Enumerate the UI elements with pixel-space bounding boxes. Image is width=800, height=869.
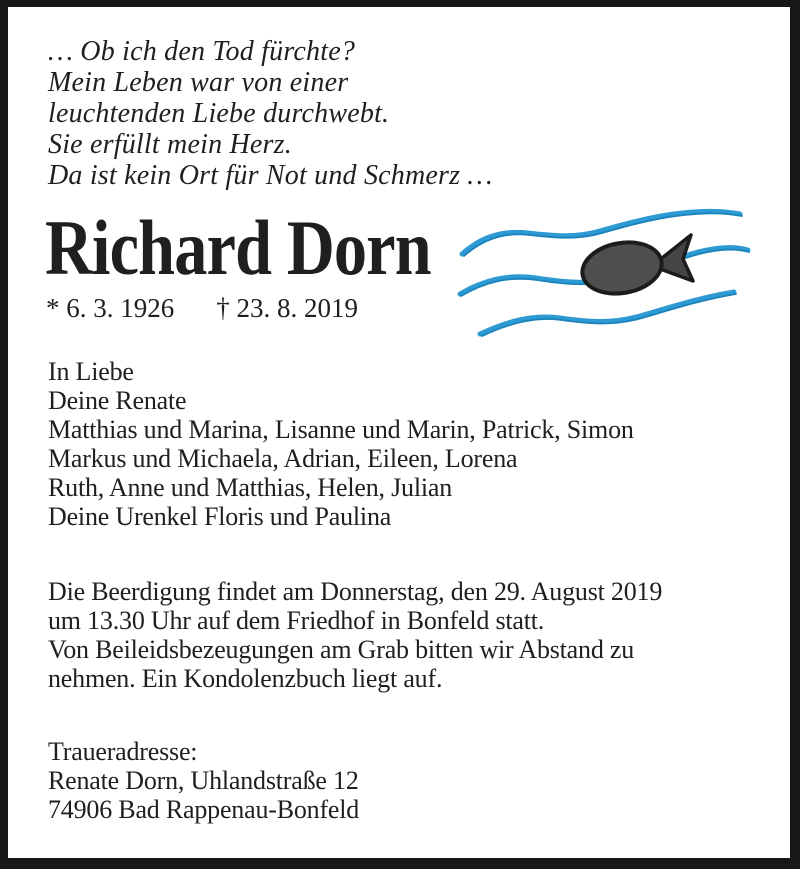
address-line: 74906 Bad Rappenau-Bonfeld (48, 795, 360, 824)
family-line: Matthias und Marina, Lisanne und Marin, Patrick, Simon (48, 415, 634, 444)
deceased-name: Richard Dorn (45, 204, 431, 291)
funeral-line: um 13.30 Uhr auf dem Friedhof in Bonfeld statt. (48, 606, 545, 635)
poem-line: Mein Leben war von einer (48, 67, 349, 98)
address-label: Traueradresse: (48, 737, 198, 766)
family-line: Deine Urenkel Floris und Paulina (48, 502, 392, 531)
family-line: Deine Renate (48, 386, 187, 415)
family-names-block (48, 357, 634, 531)
poem-verse (48, 36, 493, 191)
funeral-line: Die Beerdigung findet am Donnerstag, den 29. August 2019 (48, 577, 663, 606)
fish-body (578, 236, 665, 299)
funeral-info-block (48, 577, 662, 693)
address-line: Renate Dorn, Uhlandstraße 12 (48, 766, 359, 795)
funeral-line: nehmen. Ein Kondolenzbuch liegt auf. (48, 664, 443, 693)
family-line: In Liebe (48, 357, 134, 386)
death-date: † 23. 8. 2019 (216, 293, 358, 323)
fish-icon (578, 235, 693, 300)
family-line: Markus und Michaela, Adrian, Eileen, Lorena (48, 444, 518, 473)
poem-line: leuchtenden Liebe durchwebt. (48, 98, 390, 129)
birth-date: * 6. 3. 1926 (46, 293, 175, 323)
mourning-address-block (48, 737, 359, 824)
wave-bottom-icon (480, 292, 734, 334)
life-dates (46, 293, 358, 324)
poem-line: Sie erfüllt mein Herz. (48, 129, 292, 160)
funeral-line: Von Beileidsbezeugungen am Grab bitten wir Abstand zu (48, 635, 635, 664)
family-line: Ruth, Anne und Matthias, Helen, Julian (48, 473, 453, 502)
poem-line: … Ob ich den Tod fürchte? (48, 36, 356, 67)
fish-waves-illustration (450, 186, 760, 346)
poem-line: Da ist kein Ort für Not und Schmerz … (48, 160, 493, 191)
